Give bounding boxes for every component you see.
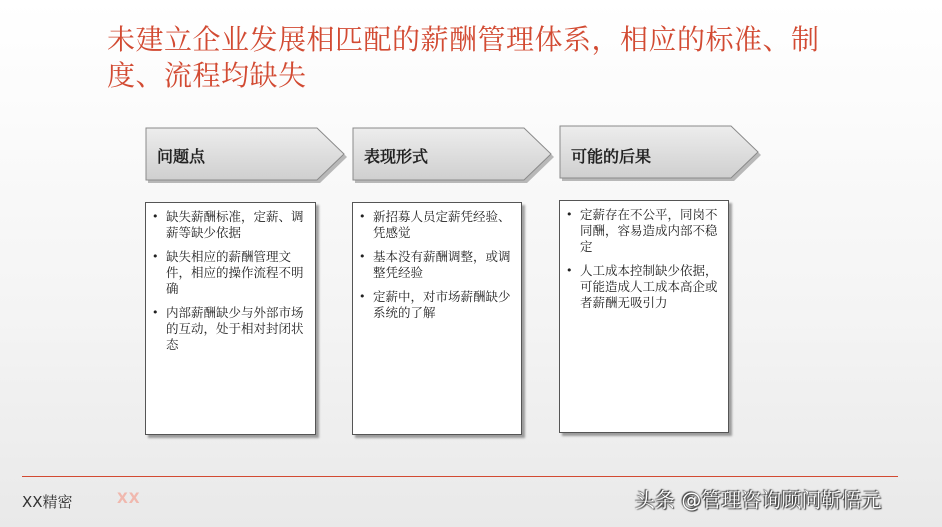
bullet-icon: • bbox=[359, 290, 366, 303]
bullet-icon: • bbox=[359, 250, 366, 263]
list-item: • 基本没有薪酬调整，或调整凭经验 bbox=[359, 249, 511, 280]
chevron-header-2 bbox=[352, 127, 556, 183]
column-header-label: 问题点 bbox=[157, 147, 206, 166]
bullet-icon: • bbox=[152, 250, 159, 263]
content-box-3 bbox=[559, 200, 729, 433]
bullet-list bbox=[357, 209, 513, 321]
company-logo: XX bbox=[117, 491, 141, 507]
list-item: • 人工成本控制缺少依据，可能造成人工成本高企或者薪酬无吸引力 bbox=[566, 263, 718, 310]
list-item: • 缺失相应的薪酬管理文件，相应的操作流程不明确 bbox=[152, 249, 304, 296]
bullet-icon: • bbox=[566, 208, 573, 221]
company-name: XX精密 bbox=[22, 493, 73, 511]
chevron-header-1 bbox=[145, 127, 349, 183]
watermark: 头条 @管理咨询顾问靳悟元 bbox=[635, 488, 882, 512]
bullet-icon: • bbox=[152, 306, 159, 319]
bullet-icon: • bbox=[359, 210, 366, 223]
bullet-list bbox=[564, 207, 720, 311]
bullet-icon: • bbox=[152, 210, 159, 223]
slide-title: 未建立企业发展相匹配的薪酬管理体系，相应的标准、制度、流程均缺失 bbox=[107, 23, 820, 92]
column-header-label: 可能的后果 bbox=[571, 147, 652, 166]
list-item: • 定薪存在不公平，同岗不同酬，容易造成内部不稳定 bbox=[566, 207, 718, 254]
bullet-icon: • bbox=[566, 264, 573, 277]
list-item: • 定薪中，对市场薪酬缺少系统的了解 bbox=[359, 289, 511, 320]
list-item: • 缺失薪酬标准，定薪、调薪等缺少依据 bbox=[152, 209, 304, 240]
list-item: • 新招募人员定薪凭经验、凭感觉 bbox=[359, 209, 511, 240]
column-header-label: 表现形式 bbox=[364, 147, 429, 166]
list-item: • 内部薪酬缺少与外部市场的互动，处于相对封闭状态 bbox=[152, 305, 304, 352]
content-box-1 bbox=[145, 202, 316, 435]
chevron-header-3 bbox=[559, 125, 763, 181]
bullet-list bbox=[150, 209, 307, 353]
footer-divider bbox=[22, 476, 898, 477]
content-box-2 bbox=[352, 202, 522, 435]
